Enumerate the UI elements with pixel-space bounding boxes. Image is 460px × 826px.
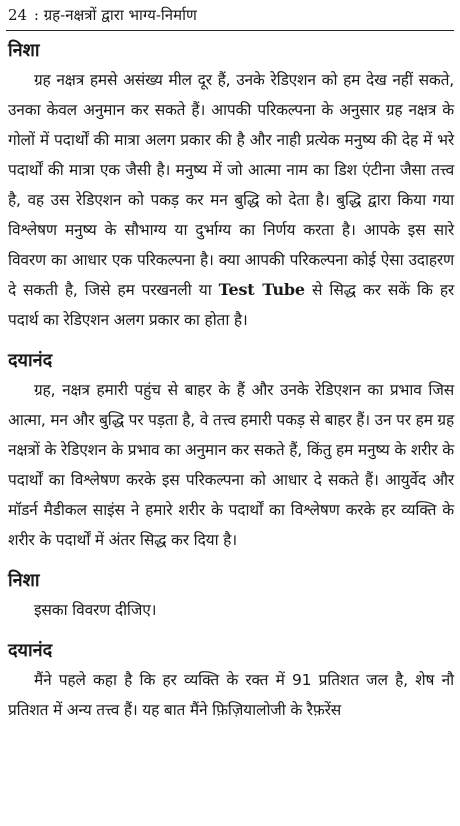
dialogue-text: ग्रह, नक्षत्र हमारी पहुंच से बाहर के हैं और उनके रेडिएशन का प्रभाव जिस आत्मा, मन और बुद्धि पर पड़ता है, वे तत्त्व हमारी पकड़ से बाहर हैं। उन पर हम ग्रह नक्षत्रों के रेडिएशन के प्रभाव का अनुमान कर सकते हैं, किंतु हम मनुष्य के शरीर के पदार्थों का विश्लेषण करके इस परिकल्पना को आधार दे सकते हैं। आयुर्वेद और मॉडर्न मैडीकल साइंस ने हमारे शरीर के पदार्थों का विश्लेषण करके हर व्यक्ति के शरीर के पदार्थों में अंतर सिद्ध कर दिया है। (8, 381, 454, 549)
dialogue-text-part-a: ग्रह नक्षत्र हमसे असंख्य मील दूर हैं, उनके रेडिएशन को हम देख नहीं सकते, उनका केवल अनुमान कर सकते हैं। आपकी परिकल्पना के अनुसार ग्रह नक्षत्र के गोलों में पदार्थों की मात्रा अलग प्रकार की है और नाही प्रत्येक मनुष्य की देह में भरे पदार्थों की मात्रा एक जैसी है। मनुष्य में जो आत्मा नाम का डिश एंटीना जैसा तत्त्व है, वह उस रेडिएशन को पकड़ कर मन बुद्धि को देता है। बुद्धि द्वारा किया गया विश्लेषण मनुष्य के सौभाग्य या दुर्भाग्य का निर्णय करता है। आपके इस सारे विवरण का आधार एक परिकल्पना है। क्या आपकी परिकल्पना कोई ऐसा उदाहरण दे सकती है, जिसे हम परखनली या (8, 71, 454, 299)
dialogue-block-nisha-2 (6, 569, 454, 625)
dialogue-text (8, 65, 454, 335)
dialogue-text-part-b: से सिद्ध कर सकें कि हर पदार्थ का रेडिएशन अलग प्रकार का होता है। (8, 281, 454, 329)
running-header (6, 0, 454, 26)
dialogue-text: मैंने पहले कहा है कि हर व्यक्ति के रक्त में 91 प्रतिशत जल है, शेष नौ प्रतिशत में अन्य तत्त्व हैं। यह बात मैंने फ़िज़ियालोजी के रैफ़रेंस (8, 671, 454, 719)
book-title: : ग्रह-नक्षत्रों द्वारा भाग्य-निर्माण (33, 6, 197, 24)
speaker-name: दयानंद (8, 350, 53, 371)
dialogue-block-dayanand-1 (6, 349, 454, 555)
speaker-name: निशा (8, 570, 40, 591)
page-number: 24 (8, 6, 28, 24)
header-rule (6, 30, 454, 31)
dialogue-text: इसका विवरण दीजिए। (34, 601, 157, 619)
speaker-name: निशा (8, 40, 40, 61)
english-term: Test Tube (218, 280, 305, 299)
dialogue-block-dayanand-2 (6, 639, 454, 725)
dialogue-block-nisha-1 (6, 39, 454, 335)
speaker-name: दयानंद (8, 640, 53, 661)
